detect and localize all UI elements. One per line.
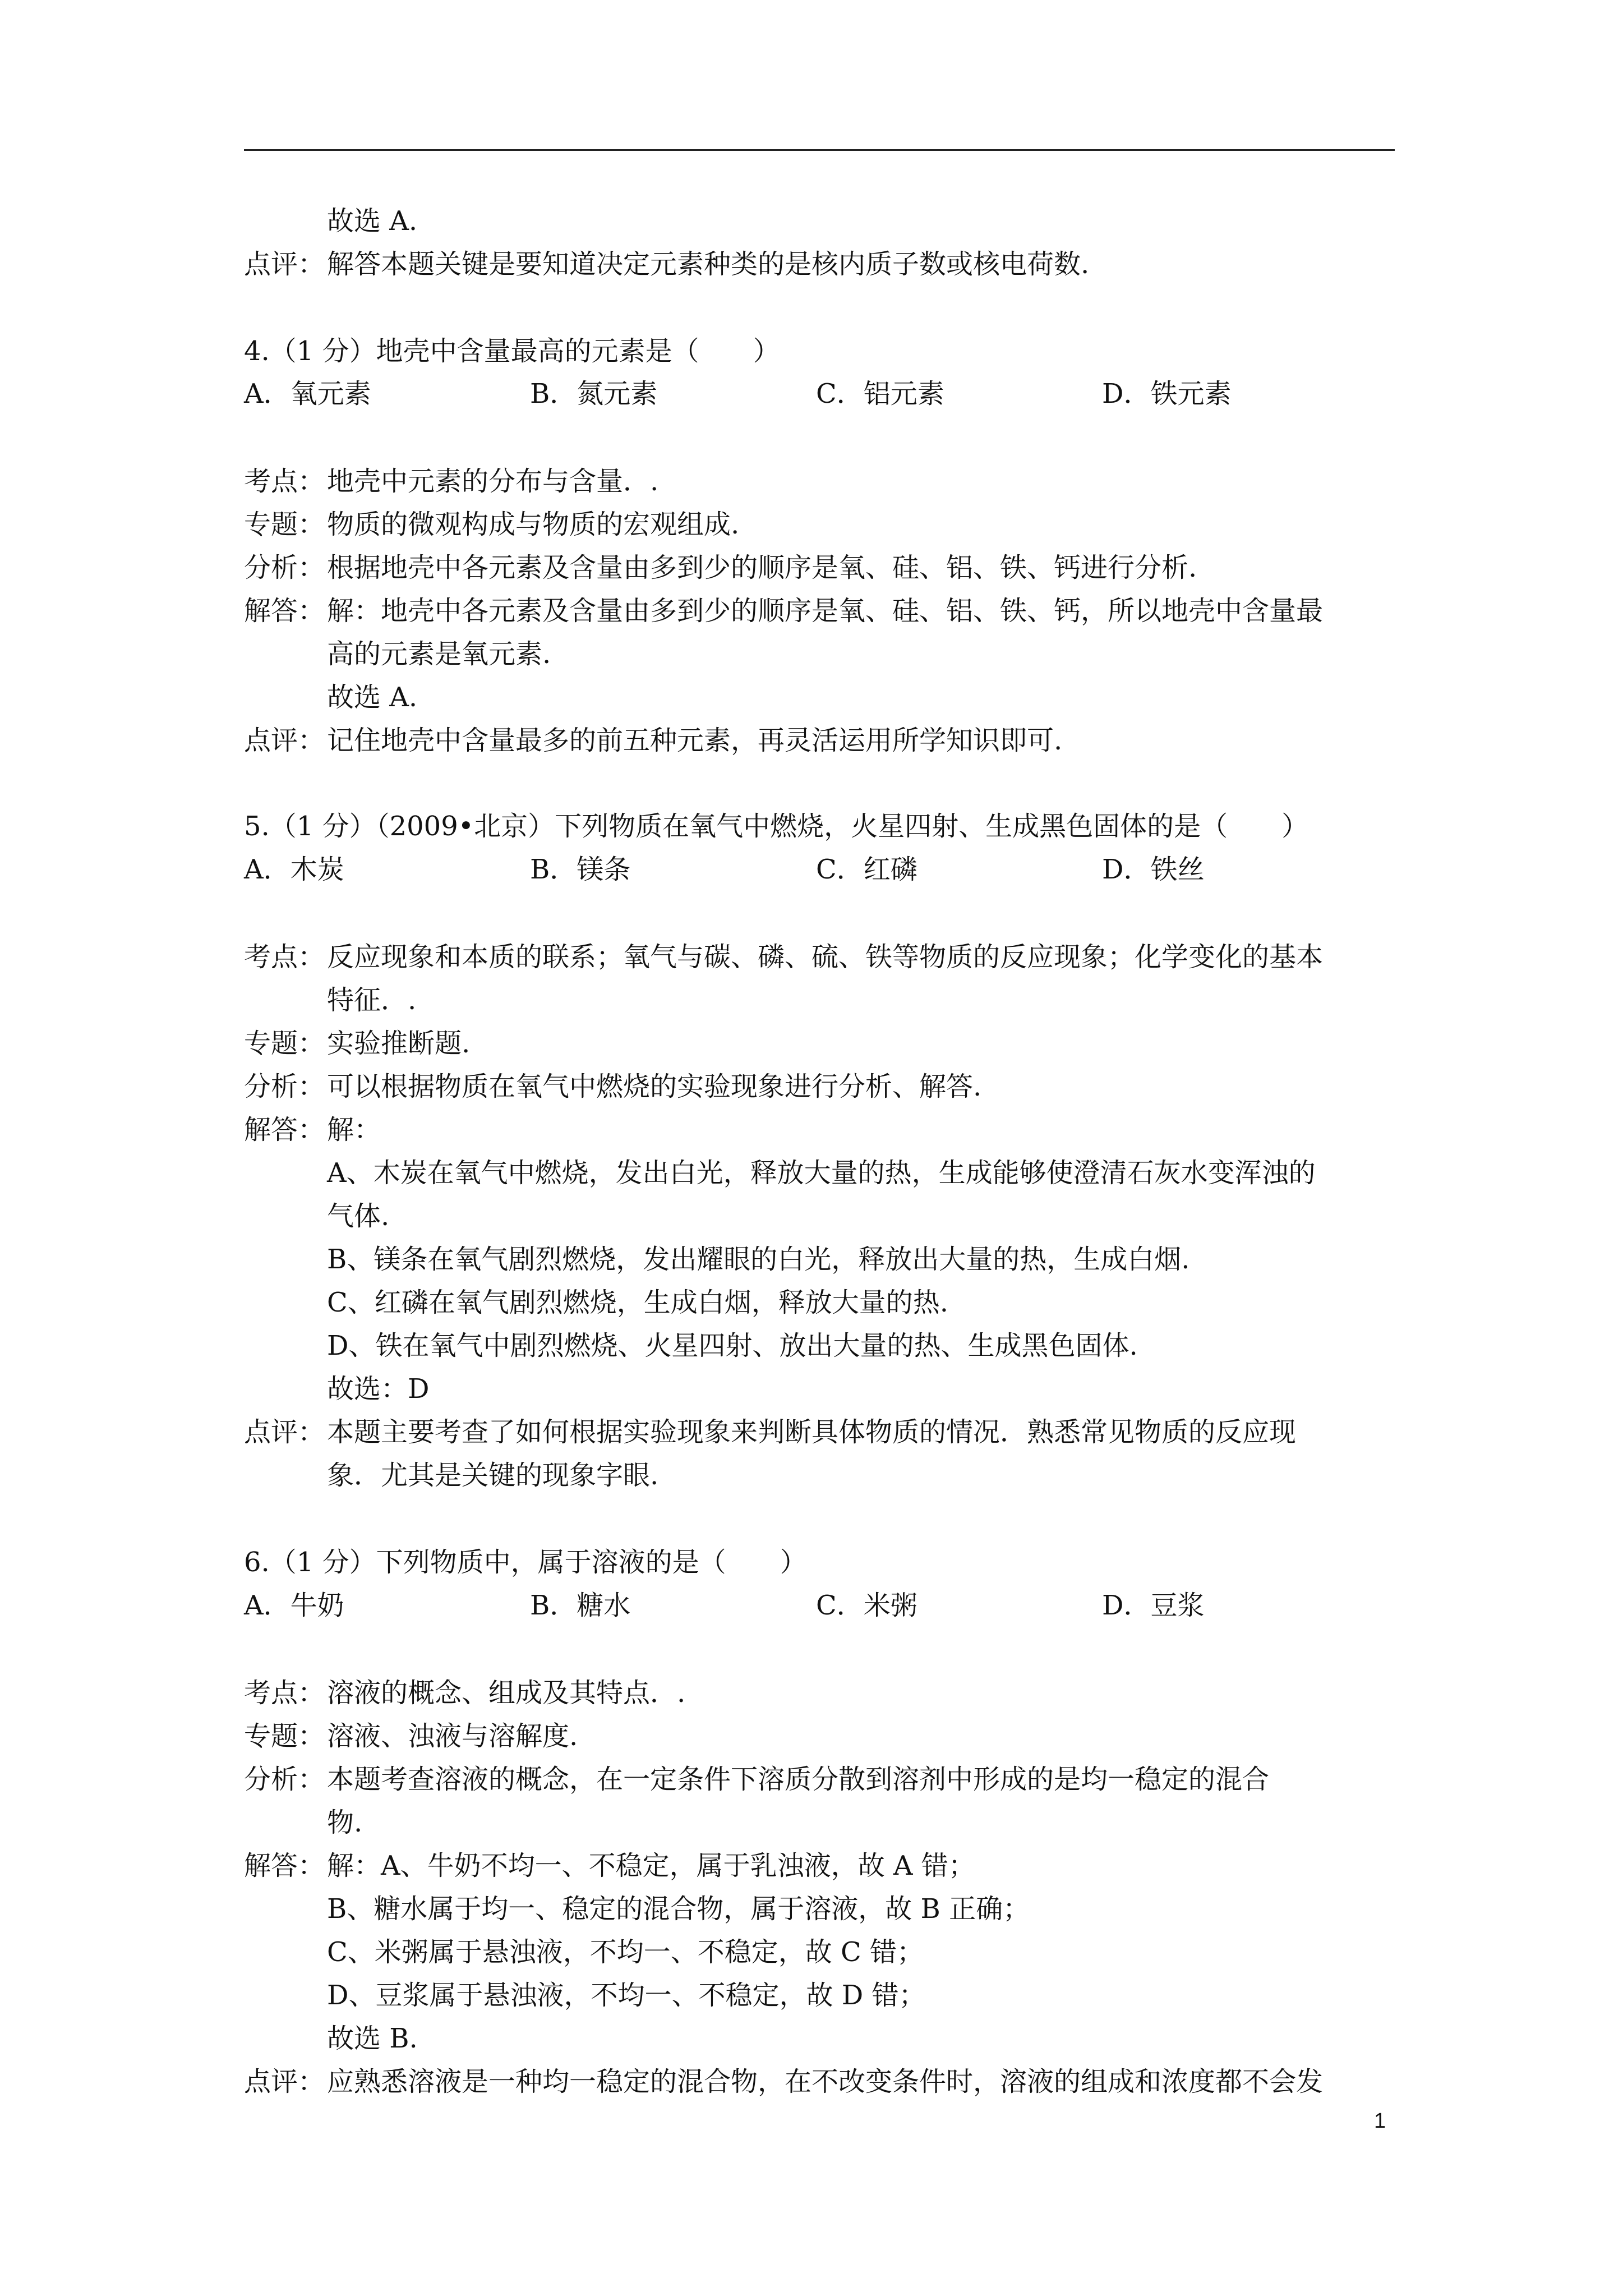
q6-fenxi-label: 分析： bbox=[244, 1764, 325, 1795]
q5-kaodian-line: 特征．. bbox=[327, 984, 417, 1016]
q6-zhuanti: 溶液、浊液与溶解度. bbox=[327, 1720, 578, 1752]
q4-stem: 4.（1 分）地壳中含量最高的元素是（ ） bbox=[244, 335, 780, 367]
q4-option-d: D．铁元素 bbox=[1102, 378, 1232, 409]
q6-option-b: B．糖水 bbox=[530, 1590, 631, 1621]
q5-jieda-label: 解答： bbox=[244, 1114, 325, 1145]
q6-fenxi-line: 本题考查溶液的概念，在一定条件下溶质分散到溶剂中形成的是均一稳定的混合 bbox=[327, 1764, 1270, 1795]
q5-kaodian-line: 反应现象和本质的联系；氧气与碳、磷、硫、铁等物质的反应现象；化学变化的基本 bbox=[327, 941, 1324, 973]
q5-jieda-line: 解： bbox=[327, 1114, 381, 1145]
q5-dianping-line: 本题主要考查了如何根据实验现象来判断具体物质的情况．熟悉常见物质的反应现 bbox=[327, 1416, 1297, 1448]
q4-jieda-line: 高的元素是氧元素. bbox=[327, 638, 551, 670]
q4-fenxi-label: 分析： bbox=[244, 552, 325, 583]
q6-jieda-line: 故选 B. bbox=[327, 2023, 418, 2054]
q6-jieda-line: C、米粥属于悬浊液，不均一、不稳定，故 C 错； bbox=[327, 1936, 924, 1968]
q5-fenxi-label: 分析： bbox=[244, 1071, 325, 1102]
q6-jieda-label: 解答： bbox=[244, 1850, 325, 1881]
q5-zhuanti-label: 专题： bbox=[244, 1028, 325, 1059]
q6-stem: 6.（1 分）下列物质中，属于溶液的是（ ） bbox=[244, 1547, 807, 1578]
q5-jieda-line: B、镁条在氧气剧烈燃烧，发出耀眼的白光，释放出大量的热，生成白烟. bbox=[327, 1244, 1190, 1275]
q5-kaodian-label: 考点： bbox=[244, 941, 325, 973]
q5-dianping-label: 点评： bbox=[244, 1416, 325, 1448]
q6-dianping: 应熟悉溶液是一种均一稳定的混合物，在不改变条件时，溶液的组成和浓度都不会发 bbox=[327, 2066, 1324, 2097]
q4-option-c: C．铝元素 bbox=[816, 378, 944, 409]
q6-option-c: C．米粥 bbox=[816, 1590, 917, 1621]
q6-option-a: A．牛奶 bbox=[244, 1590, 344, 1621]
header-rule bbox=[244, 149, 1395, 151]
q6-jieda-line: B、糖水属于均一、稳定的混合物，属于溶液，故 B 正确； bbox=[327, 1893, 1030, 1925]
q6-fenxi-line: 物. bbox=[327, 1807, 363, 1838]
q4-dianping-label: 点评： bbox=[244, 725, 325, 756]
q6-jieda-line: D、豆浆属于悬浊液，不均一、不稳定，故 D 错； bbox=[327, 1980, 926, 2011]
q5-zhuanti: 实验推断题. bbox=[327, 1028, 471, 1059]
q5-stem: 5.（1 分）（2009•北京）下列物质在氧气中燃烧，火星四射、生成黑色固体的是（ ） bbox=[244, 811, 1309, 842]
q6-kaodian-label: 考点： bbox=[244, 1677, 325, 1709]
q4-option-b: B．氮元素 bbox=[530, 378, 658, 409]
q6-dianping-label: 点评： bbox=[244, 2066, 325, 2097]
q4-zhuanti-label: 专题： bbox=[244, 509, 325, 540]
q5-option-a: A．木炭 bbox=[244, 854, 344, 885]
q5-jieda-line: D、铁在氧气中剧烈燃烧、火星四射、放出大量的热、生成黑色固体. bbox=[327, 1330, 1138, 1361]
q4-jieda-line: 故选 A. bbox=[327, 682, 418, 713]
q3-answer: 故选 A. bbox=[327, 205, 418, 237]
q6-zhuanti-label: 专题： bbox=[244, 1720, 325, 1752]
q3-comment-label: 点评： bbox=[244, 249, 325, 280]
q4-jieda-label: 解答： bbox=[244, 595, 325, 627]
q4-jieda-line: 解：地壳中各元素及含量由多到少的顺序是氧、硅、铝、铁、钙，所以地壳中含量最 bbox=[327, 595, 1324, 627]
q5-option-c: C．红磷 bbox=[816, 854, 917, 885]
q4-fenxi: 根据地壳中各元素及含量由多到少的顺序是氧、硅、铝、铁、钙进行分析. bbox=[327, 552, 1197, 583]
q4-kaodian: 地壳中元素的分布与含量．. bbox=[327, 466, 659, 497]
q6-option-d: D．豆浆 bbox=[1102, 1590, 1205, 1621]
q5-jieda-line: 气体. bbox=[327, 1200, 390, 1232]
q6-kaodian: 溶液的概念、组成及其特点．. bbox=[327, 1677, 686, 1709]
q5-fenxi: 可以根据物质在氧气中燃烧的实验现象进行分析、解答. bbox=[327, 1071, 982, 1102]
q4-zhuanti: 物质的微观构成与物质的宏观组成. bbox=[327, 509, 740, 540]
q4-dianping: 记住地壳中含量最多的前五种元素，再灵活运用所学知识即可. bbox=[327, 725, 1063, 756]
q5-jieda-line: A、木炭在氧气中燃烧，发出白光，释放大量的热，生成能够使澄清石灰水变浑浊的 bbox=[327, 1157, 1316, 1189]
q5-dianping-line: 象．尤其是关键的现象字眼. bbox=[327, 1460, 659, 1491]
q5-jieda-line: C、红磷在氧气剧烈燃烧，生成白烟，释放大量的热. bbox=[327, 1287, 948, 1318]
page-number: 1 bbox=[1374, 2109, 1386, 2133]
q6-jieda-line: 解：A、牛奶不均一、不稳定，属于乳浊液，故 A 错； bbox=[327, 1850, 975, 1881]
q4-option-a: A．氧元素 bbox=[244, 378, 371, 409]
q3-comment: 解答本题关键是要知道决定元素种类的是核内质子数或核电荷数. bbox=[327, 249, 1090, 280]
q5-jieda-line: 故选：D bbox=[327, 1373, 430, 1405]
q5-option-b: B．镁条 bbox=[530, 854, 631, 885]
q5-option-d: D．铁丝 bbox=[1102, 854, 1205, 885]
q4-kaodian-label: 考点： bbox=[244, 466, 325, 497]
